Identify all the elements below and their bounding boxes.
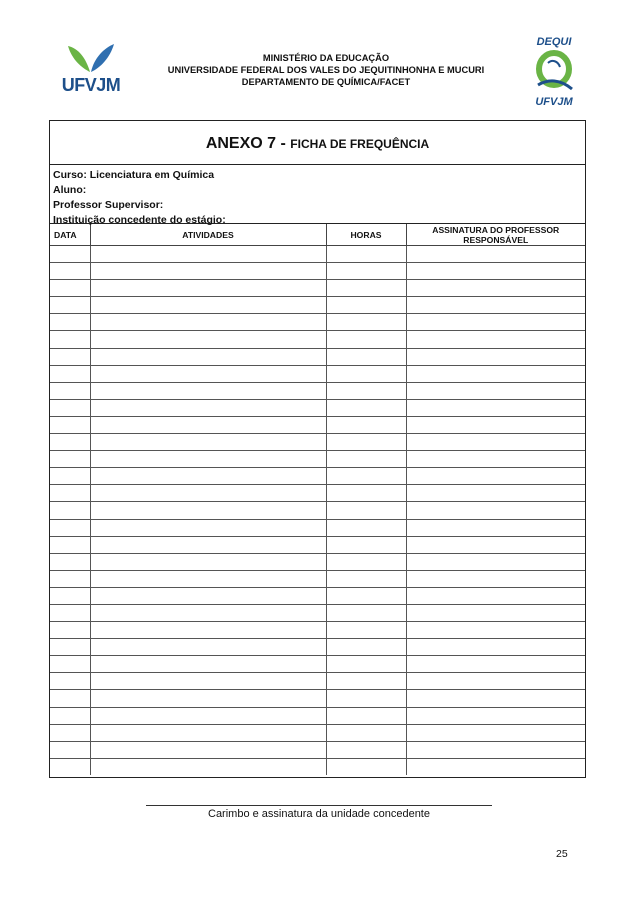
horas-cell[interactable] [326, 604, 406, 621]
signature-label: Carimbo e assinatura da unidade concedente [208, 808, 430, 820]
table-row [50, 570, 585, 587]
annex-label: ANEXO 7 - [205, 135, 291, 152]
assinatura-cell[interactable] [406, 297, 585, 314]
horas-cell[interactable] [326, 365, 406, 382]
assinatura-cell[interactable] [406, 604, 585, 621]
data-cell[interactable] [50, 365, 90, 382]
atividades-cell[interactable] [90, 724, 326, 741]
atividades-cell[interactable] [90, 451, 326, 468]
data-cell[interactable] [50, 604, 90, 621]
assinatura-cell[interactable] [406, 587, 585, 604]
atividades-cell[interactable] [90, 587, 326, 604]
attendance-form [49, 120, 586, 778]
atividades-cell[interactable] [90, 331, 326, 348]
supervisor-field[interactable]: Professor Supervisor: [53, 199, 164, 211]
attendance-table [50, 224, 585, 775]
page-number: 25 [556, 848, 568, 860]
horas-cell[interactable] [326, 553, 406, 570]
table-row [50, 399, 585, 416]
data-cell[interactable] [50, 314, 90, 331]
atividades-cell[interactable] [90, 314, 326, 331]
assinatura-cell[interactable] [406, 314, 585, 331]
atividades-cell[interactable] [90, 570, 326, 587]
horas-cell[interactable] [326, 758, 406, 775]
atividades-cell[interactable] [90, 673, 326, 690]
table-row [50, 314, 585, 331]
table-row [50, 502, 585, 519]
assinatura-cell[interactable] [406, 724, 585, 741]
atividades-cell[interactable] [90, 416, 326, 433]
data-cell[interactable] [50, 451, 90, 468]
horas-cell[interactable] [326, 690, 406, 707]
data-cell[interactable] [50, 399, 90, 416]
table-row [50, 280, 585, 297]
data-cell[interactable] [50, 536, 90, 553]
horas-cell[interactable] [326, 314, 406, 331]
assinatura-cell[interactable] [406, 536, 585, 553]
dequi-seal-bottom-text: UFVJM [535, 96, 573, 108]
assinatura-cell[interactable] [406, 246, 585, 263]
institution-field[interactable]: Instituição concedente do estágio: [53, 214, 226, 226]
horas-cell[interactable] [326, 331, 406, 348]
column-header-data: DATA [50, 224, 90, 246]
atividades-cell[interactable] [90, 365, 326, 382]
atividades-cell[interactable] [90, 263, 326, 280]
column-header-atividades: ATIVIDADES [90, 224, 326, 246]
table-row [50, 604, 585, 621]
horas-cell[interactable] [326, 502, 406, 519]
data-cell[interactable] [50, 263, 90, 280]
signature-line [146, 805, 492, 806]
data-cell[interactable] [50, 519, 90, 536]
assinatura-cell[interactable] [406, 741, 585, 758]
atividades-cell[interactable] [90, 707, 326, 724]
horas-cell[interactable] [326, 399, 406, 416]
assinatura-cell[interactable] [406, 639, 585, 656]
form-subtitle: FICHA DE FREQUÊNCIA [290, 137, 430, 151]
table-row [50, 416, 585, 433]
student-field[interactable]: Aluno: [53, 184, 87, 196]
department-line: DEPARTAMENTO DE QUÍMICA/FACET [241, 77, 411, 87]
horas-cell[interactable] [326, 622, 406, 639]
data-cell[interactable] [50, 587, 90, 604]
data-cell[interactable] [50, 570, 90, 587]
horas-cell[interactable] [326, 246, 406, 263]
atividades-cell[interactable] [90, 758, 326, 775]
horas-cell[interactable] [326, 673, 406, 690]
atividades-cell[interactable] [90, 348, 326, 365]
column-header-assinatura: ASSINATURA DO PROFESSOR RESPONSÁVEL [406, 224, 585, 246]
assinatura-cell[interactable] [406, 280, 585, 297]
table-row [50, 587, 585, 604]
table-row [50, 656, 585, 673]
ufvjm-leaf-icon [64, 42, 118, 76]
table-row [50, 485, 585, 502]
table-row [50, 622, 585, 639]
assinatura-cell[interactable] [406, 416, 585, 433]
horas-cell[interactable] [326, 519, 406, 536]
table-row [50, 724, 585, 741]
atividades-cell[interactable] [90, 297, 326, 314]
data-cell[interactable] [50, 382, 90, 399]
assinatura-cell[interactable] [406, 365, 585, 382]
atividades-cell[interactable] [90, 434, 326, 451]
data-cell[interactable] [50, 724, 90, 741]
data-cell[interactable] [50, 622, 90, 639]
assinatura-cell[interactable] [406, 656, 585, 673]
table-row [50, 382, 585, 399]
horas-cell[interactable] [326, 297, 406, 314]
horas-cell[interactable] [326, 468, 406, 485]
horas-cell[interactable] [326, 451, 406, 468]
table-row [50, 707, 585, 724]
data-cell[interactable] [50, 656, 90, 673]
horas-cell[interactable] [326, 656, 406, 673]
horas-cell[interactable] [326, 280, 406, 297]
assinatura-cell[interactable] [406, 434, 585, 451]
table-row [50, 297, 585, 314]
assinatura-cell[interactable] [406, 673, 585, 690]
atividades-cell[interactable] [90, 280, 326, 297]
atividades-cell[interactable] [90, 502, 326, 519]
atividades-cell[interactable] [90, 485, 326, 502]
atividades-cell[interactable] [90, 690, 326, 707]
horas-cell[interactable] [326, 263, 406, 280]
table-row [50, 365, 585, 382]
assinatura-cell[interactable] [406, 451, 585, 468]
assinatura-cell[interactable] [406, 690, 585, 707]
data-cell[interactable] [50, 331, 90, 348]
assinatura-cell[interactable] [406, 485, 585, 502]
atividades-cell[interactable] [90, 536, 326, 553]
atividades-cell[interactable] [90, 604, 326, 621]
horas-cell[interactable] [326, 570, 406, 587]
data-cell[interactable] [50, 485, 90, 502]
horas-cell[interactable] [326, 485, 406, 502]
data-cell[interactable] [50, 468, 90, 485]
horas-cell[interactable] [326, 382, 406, 399]
atividades-cell[interactable] [90, 382, 326, 399]
student-info [50, 165, 585, 224]
dequi-seal-top-text: DEQUI [536, 36, 572, 48]
atividades-cell[interactable] [90, 519, 326, 536]
assinatura-cell[interactable] [406, 348, 585, 365]
horas-cell[interactable] [326, 639, 406, 656]
assinatura-cell[interactable] [406, 519, 585, 536]
table-row [50, 553, 585, 570]
table-row [50, 434, 585, 451]
data-cell[interactable] [50, 502, 90, 519]
assinatura-cell[interactable] [406, 331, 585, 348]
table-row [50, 263, 585, 280]
data-cell[interactable] [50, 639, 90, 656]
course-field: Curso: Licenciatura em Química [53, 169, 215, 181]
data-cell[interactable] [50, 741, 90, 758]
data-cell[interactable] [50, 690, 90, 707]
horas-cell[interactable] [326, 434, 406, 451]
assinatura-cell[interactable] [406, 707, 585, 724]
assinatura-cell[interactable] [406, 399, 585, 416]
form-title [50, 121, 585, 165]
table-row [50, 468, 585, 485]
horas-cell[interactable] [326, 348, 406, 365]
ufvjm-logo [56, 42, 126, 98]
data-cell[interactable] [50, 348, 90, 365]
data-cell[interactable] [50, 673, 90, 690]
horas-cell[interactable] [326, 707, 406, 724]
table-row [50, 536, 585, 553]
data-cell[interactable] [50, 246, 90, 263]
table-row [50, 639, 585, 656]
atividades-cell[interactable] [90, 622, 326, 639]
horas-cell[interactable] [326, 536, 406, 553]
dequi-q-icon [532, 49, 576, 95]
assinatura-cell[interactable] [406, 468, 585, 485]
atividades-cell[interactable] [90, 639, 326, 656]
assinatura-cell[interactable] [406, 263, 585, 280]
table-row [50, 673, 585, 690]
data-cell[interactable] [50, 297, 90, 314]
atividades-cell[interactable] [90, 399, 326, 416]
data-cell[interactable] [50, 280, 90, 297]
horas-cell[interactable] [326, 741, 406, 758]
assinatura-cell[interactable] [406, 570, 585, 587]
assinatura-cell[interactable] [406, 553, 585, 570]
column-header-horas: HORAS [326, 224, 406, 246]
atividades-cell[interactable] [90, 553, 326, 570]
data-cell[interactable] [50, 758, 90, 775]
assinatura-cell[interactable] [406, 382, 585, 399]
table-row [50, 246, 585, 263]
atividades-cell[interactable] [90, 246, 326, 263]
horas-cell[interactable] [326, 724, 406, 741]
horas-cell[interactable] [326, 587, 406, 604]
data-cell[interactable] [50, 416, 90, 433]
table-row [50, 741, 585, 758]
data-cell[interactable] [50, 553, 90, 570]
data-cell[interactable] [50, 434, 90, 451]
table-row [50, 690, 585, 707]
atividades-cell[interactable] [90, 741, 326, 758]
atividades-cell[interactable] [90, 468, 326, 485]
atividades-cell[interactable] [90, 656, 326, 673]
ministry-line: MINISTÉRIO DA EDUCAÇÃO [262, 53, 390, 63]
assinatura-cell[interactable] [406, 622, 585, 639]
table-row [50, 451, 585, 468]
institution-header [140, 52, 512, 88]
horas-cell[interactable] [326, 416, 406, 433]
data-cell[interactable] [50, 707, 90, 724]
ufvjm-logo-text: UFVJM [61, 75, 121, 95]
assinatura-cell[interactable] [406, 502, 585, 519]
table-row [50, 331, 585, 348]
assinatura-cell[interactable] [406, 758, 585, 775]
table-row [50, 348, 585, 365]
dequi-seal [522, 36, 586, 110]
university-line: UNIVERSIDADE FEDERAL DOS VALES DO JEQUITINHONHA E MUCURI [167, 65, 485, 75]
table-row [50, 519, 585, 536]
table-row [50, 758, 585, 775]
